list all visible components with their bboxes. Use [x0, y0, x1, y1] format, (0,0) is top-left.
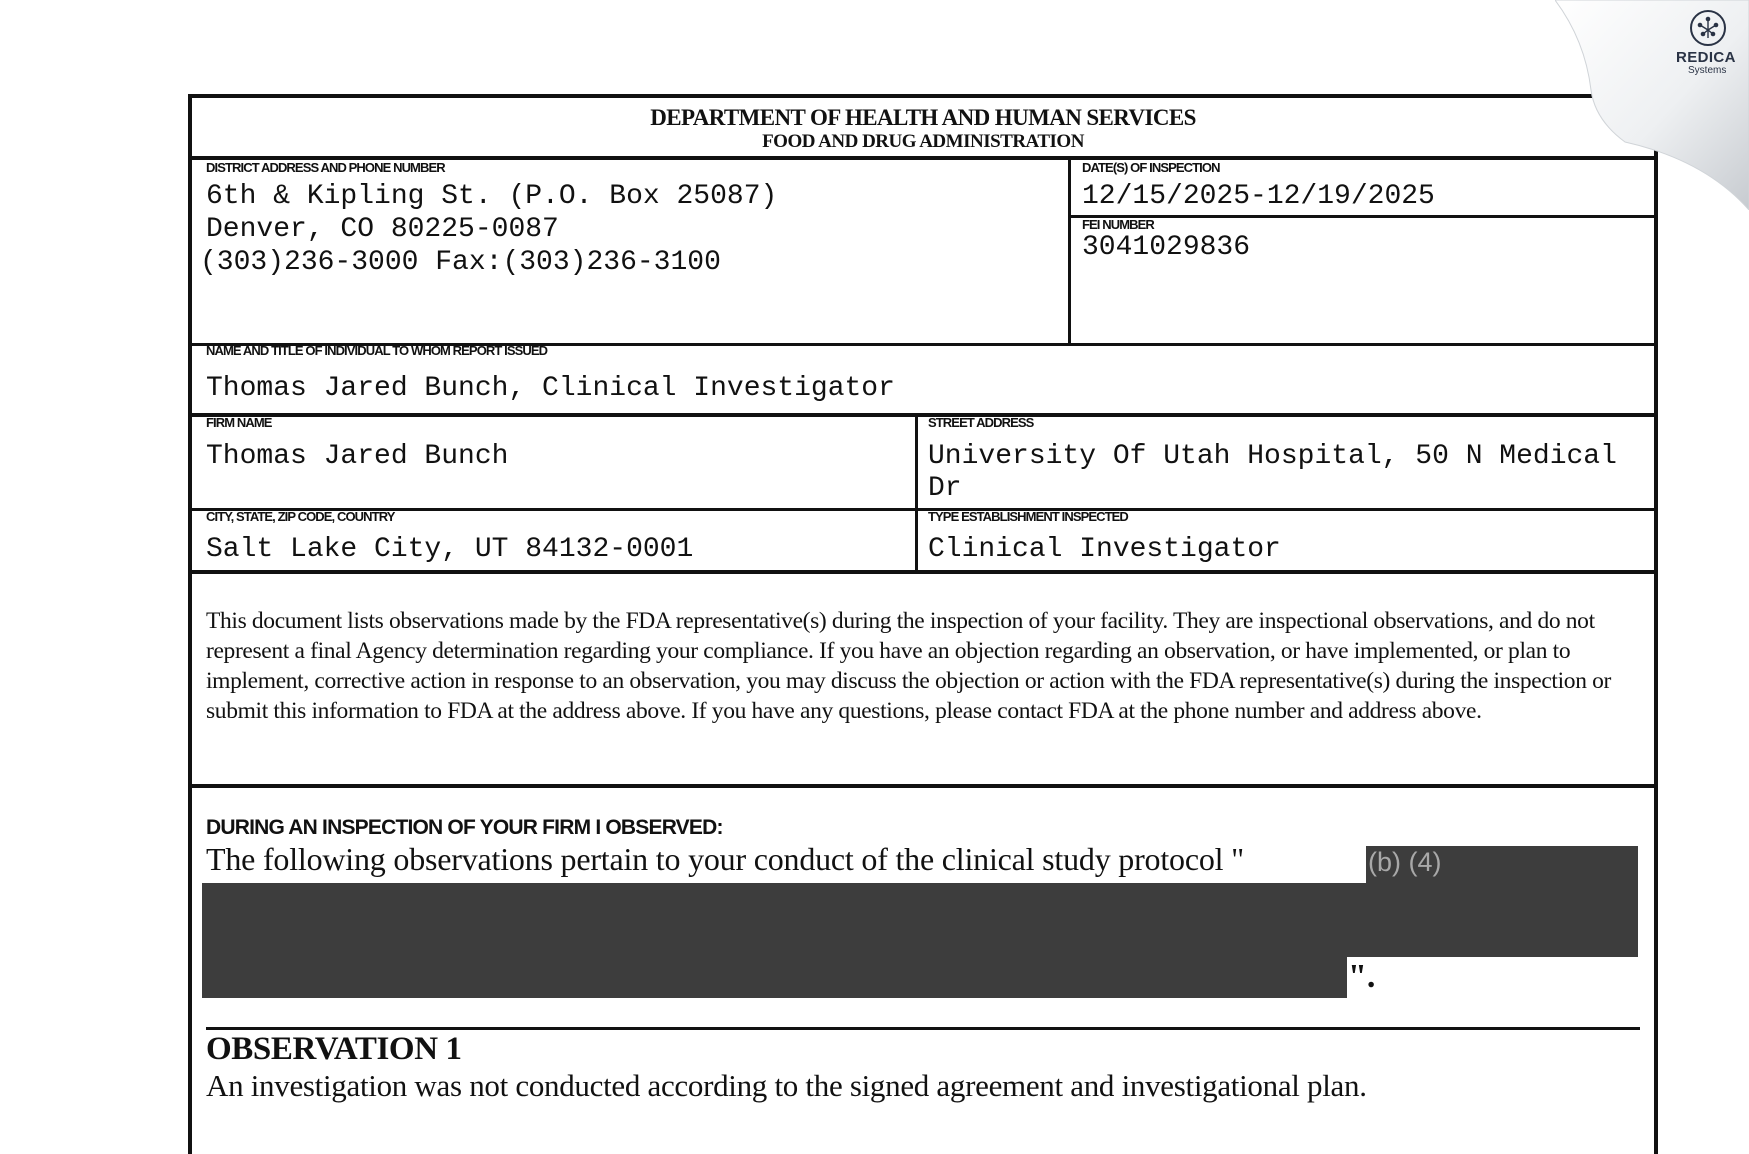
divider	[192, 784, 1654, 788]
city-label: CITY, STATE, ZIP CODE, COUNTRY	[206, 509, 395, 524]
fda-483-form	[188, 94, 1658, 1154]
notice-paragraph: This document lists observations made by the FDA representative(s) during the inspection of your facility. They are inspectional observations, and do not represent a final Agency determination regarding your compliance. If you have an objection regarding an observation, or have implemented, or plan to implement, corrective action in response to an observation, you may discuss the objection or action with the FDA representative(s) during the inspection or submit this information to FDA at the address above. If you have any questions, please contact FDA at the phone number and address above.	[206, 608, 1611, 724]
divider	[206, 1027, 1640, 1030]
establishment-type-label: TYPE ESTABLISHMENT INSPECTED	[928, 509, 1128, 524]
lead-sentence: The following observations pertain to your conduct of the clinical study protocol "	[206, 841, 1244, 877]
street-address-line-2: Dr	[928, 473, 962, 504]
firm-name-value: Thomas Jared Bunch	[206, 441, 509, 472]
closing-quote: ".	[1348, 958, 1376, 995]
divider	[1068, 160, 1071, 344]
street-address-label: STREET ADDRESS	[928, 415, 1034, 430]
fei-value: 3041029836	[1082, 232, 1251, 263]
redaction-code: (b) (4)	[1368, 847, 1442, 877]
page-curl-corner	[1555, 0, 1749, 210]
observed-heading: DURING AN INSPECTION OF YOUR FIRM I OBSERVED:	[206, 816, 723, 839]
district-line-3: (303)236-3000 Fax:(303)236-3100	[200, 247, 721, 278]
agency-heading: FOOD AND DRUG ADMINISTRATION	[762, 131, 1084, 152]
department-heading: DEPARTMENT OF HEALTH AND HUMAN SERVICES	[650, 105, 1196, 130]
issued-to-value: Thomas Jared Bunch, Clinical Investigator	[206, 373, 895, 404]
city-value: Salt Lake City, UT 84132-0001	[206, 534, 694, 565]
firm-name-label: FIRM NAME	[206, 415, 272, 430]
observation-title: OBSERVATION 1	[206, 1031, 462, 1067]
fei-label: FEI NUMBER	[1082, 217, 1154, 232]
inspection-dates-label: DATE(S) OF INSPECTION	[1082, 160, 1220, 175]
redaction-block	[202, 957, 1347, 998]
divider	[915, 413, 918, 573]
divider	[192, 508, 1654, 511]
logo-subtitle: Systems	[1688, 65, 1727, 76]
district-line-2: Denver, CO 80225-0087	[206, 214, 559, 245]
street-address-line-1: University Of Utah Hospital, 50 N Medical	[928, 441, 1617, 472]
issued-to-label: NAME AND TITLE OF INDIVIDUAL TO WHOM REPORT ISSUED	[206, 343, 548, 358]
divider	[192, 570, 1654, 574]
redaction-block	[202, 883, 1638, 957]
divider	[1071, 215, 1654, 218]
establishment-type-value: Clinical Investigator	[928, 534, 1281, 565]
logo-name: REDICA	[1676, 49, 1736, 66]
observation-text: An investigation was not conducted according to the signed agreement and investigational plan.	[206, 1068, 1367, 1103]
inspection-dates-value: 12/15/2025-12/19/2025	[1082, 181, 1435, 212]
district-label: DISTRICT ADDRESS AND PHONE NUMBER	[206, 160, 445, 175]
district-line-1: 6th & Kipling St. (P.O. Box 25087)	[206, 181, 778, 212]
divider	[192, 413, 1654, 417]
